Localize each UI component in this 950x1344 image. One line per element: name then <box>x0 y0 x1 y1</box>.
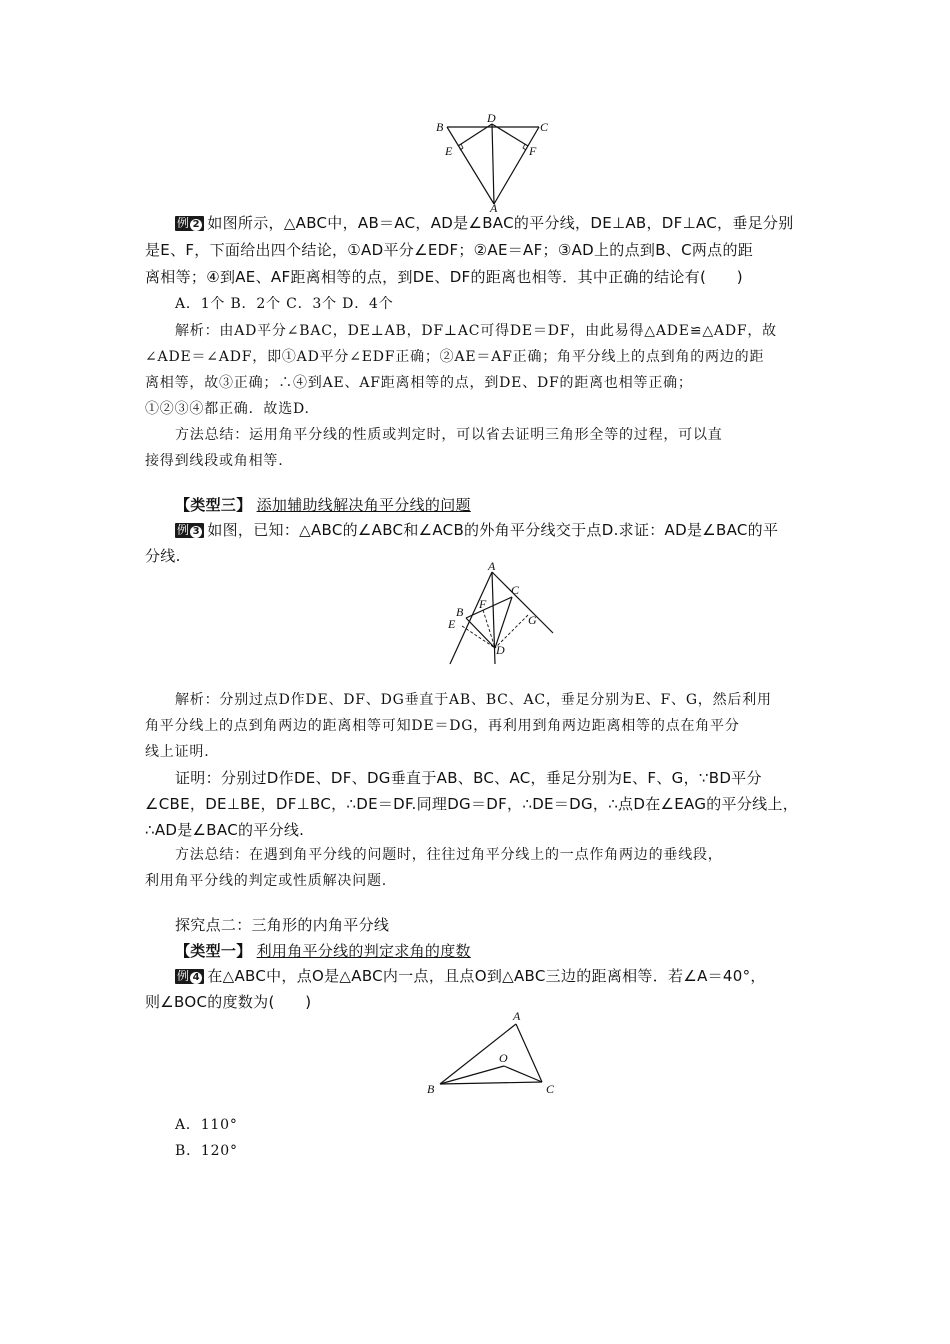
section2-title: 探究点二：三角形的内角平分线 <box>175 916 390 934</box>
type3-title: 添加辅助线解决角平分线的问题 <box>256 496 471 514</box>
example2-question-line3: 离相等；④到AE、AF距离相等的点，到DE、DF的距离也相等．其中正确的结论有( ) <box>145 268 743 286</box>
example4-option-a: A．110° <box>175 1117 238 1133</box>
segment-BO <box>440 1066 504 1084</box>
label-G: G <box>528 613 537 627</box>
example4-question-line1: 例 4 在△ABC中，点O是△ABC内一点，且点O到△ABC三边的距离相等．若∠A＝40°， <box>177 967 766 985</box>
example2-options: A．1个 B．2个 C．3个 D．4个 <box>175 296 394 312</box>
example3-analysis-line2: 角平分线上的点到角两边的距离相等可知DE＝DG，再利用到角两边距离相等的点在角平分 <box>145 718 740 734</box>
example3-proof-line2: ∠CBE，DE⊥BE，DF⊥BC，∴DE＝DF.同理DG＝DF，∴DE＝DG，∴点D在∠EAG的平分线上， <box>145 795 799 813</box>
segment-BD <box>466 618 495 648</box>
type3-heading <box>175 495 815 515</box>
label-C: C <box>546 1082 555 1096</box>
label-A: A <box>490 201 498 212</box>
label-A: A <box>488 559 496 573</box>
label-B: B <box>436 120 444 134</box>
example2-analysis-line2: ∠ADE＝∠ADF，即①AD平分∠EDF正确；②AE＝AF正确；角平分线上的点到角的两边的距 <box>145 349 765 365</box>
figure-example3 <box>438 558 558 670</box>
figure-example4 <box>424 1006 564 1098</box>
example3-analysis-line3: 线上证明. <box>145 744 210 760</box>
example2-method-line2: 接得到线段或角相等. <box>145 453 284 469</box>
example-badge: 例 4 <box>175 969 204 984</box>
type1-tag: 【类型一】 <box>175 942 252 960</box>
example2-analysis-line4: ①②③④都正确．故选D. <box>145 401 310 417</box>
example-badge: 例 3 <box>175 523 204 538</box>
label-C: C <box>511 583 520 597</box>
label-B: B <box>456 605 464 619</box>
example2-method-line1: 方法总结：运用角平分线的性质或判定时，可以省去证明三角形全等的过程，可以直 <box>175 427 723 443</box>
example3-method-line1: 方法总结：在遇到角平分线的问题时，往往过角平分线上的一点作角两边的垂线段， <box>175 847 723 863</box>
example2-analysis-line3: 离相等，故③正确；∴④到AE、AF距离相等的点，到DE、DF的距离也相等正确； <box>145 375 693 391</box>
example3-proof-line1: 证明：分别过D作DE、DF、DG垂直于AB、BC、AC，垂足分别为E、F、G，∵BD平分 <box>175 769 762 787</box>
label-O: O <box>499 1051 508 1065</box>
example3-question-line1: 例 3 如图，已知：△ABC的∠ABC和∠ACB的外角平分线交于点D.求证：AD是∠BAC的平 <box>177 521 779 539</box>
label-E: E <box>448 617 456 631</box>
label-F: F <box>479 597 487 611</box>
label-D: D <box>496 643 505 657</box>
figure-example2 <box>428 110 558 212</box>
example2-analysis-line1: 解析：由AD平分∠BAC，DE⊥AB，DF⊥AC可得DE＝DF，由此易得△ADE≌△ADF，故 <box>175 323 777 339</box>
example2-question-line1: 例 2 如图所示，△ABC中，AB＝AC，AD是∠BAC的平分线，DE⊥AB，DF⊥AC，垂足分别 <box>177 214 794 232</box>
example3-analysis-line1: 解析：分别过点D作DE、DF、DG垂直于AB、BC、AC，垂足分别为E、F、G，然后利用 <box>175 692 772 708</box>
example4-question-line2: 则∠BOC的度数为( ) <box>145 993 312 1011</box>
label-A: A <box>513 1009 521 1023</box>
type1-title: 利用角平分线的判定求角的度数 <box>256 942 471 960</box>
segment-BC <box>440 1082 542 1084</box>
example-badge: 例 2 <box>175 216 204 231</box>
label-F: F <box>529 144 537 158</box>
example3-question-line2: 分线. <box>145 547 181 565</box>
type3-tag: 【类型三】 <box>175 496 252 514</box>
label-C: C <box>540 120 549 134</box>
label-D: D <box>487 111 496 125</box>
segment-AD <box>492 572 495 664</box>
example2-question-line2: 是E、F，下面给出四个结论，①AD平分∠EDF；②AE＝AF；③AD上的点到B、C两点的距 <box>145 241 754 259</box>
example3-method-line2: 利用角平分线的判定或性质解决问题. <box>145 873 388 889</box>
segment-BC <box>466 597 512 618</box>
label-E: E <box>445 144 453 158</box>
type1-heading <box>175 941 815 961</box>
segment-DA <box>492 124 494 204</box>
segment-DE <box>462 626 495 648</box>
label-B: B <box>427 1082 435 1096</box>
example3-proof-line3: ∴AD是∠BAC的平分线. <box>145 821 305 839</box>
segment-CD <box>495 597 512 648</box>
example4-option-b: B．120° <box>175 1143 238 1159</box>
